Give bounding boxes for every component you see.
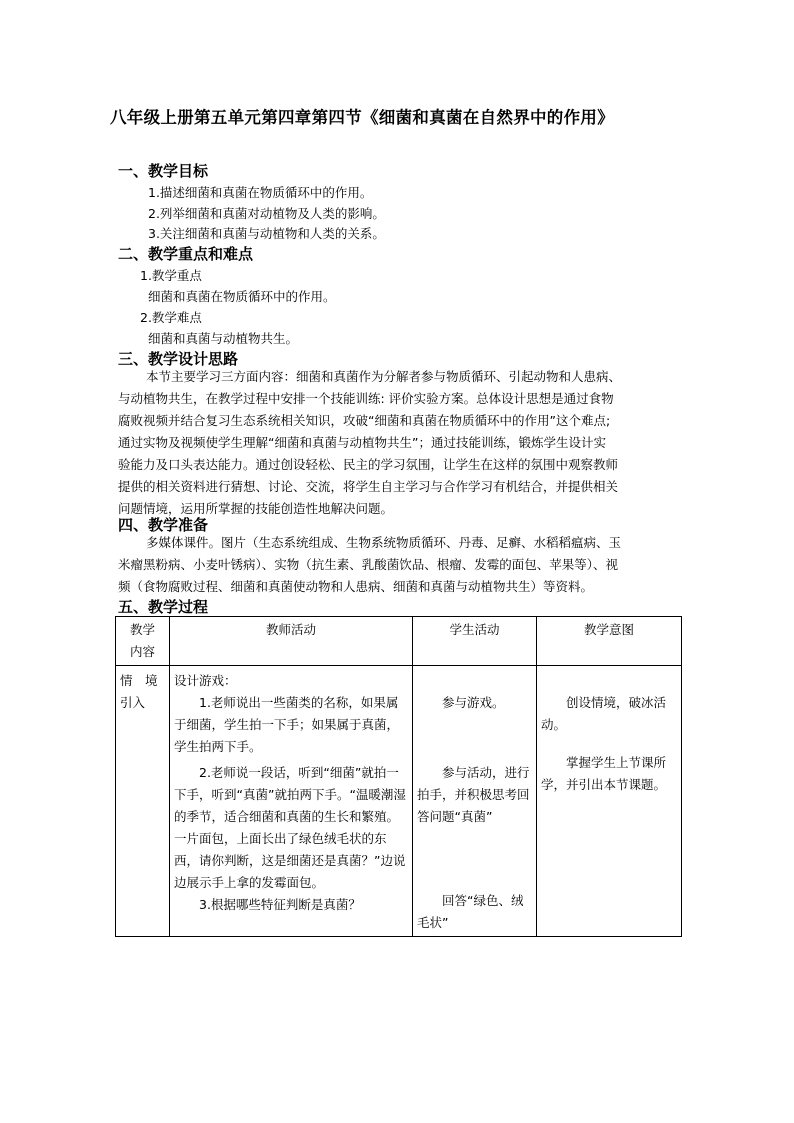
teacher-step: 1.老师说出一些菌类的名称，如果属于细菌，学生拍一下手；如果属于真菌，学生拍两下手。 [174, 695, 400, 754]
row-content-cell: 情 境引入 [116, 666, 170, 937]
paragraph-line: 通过实物及视频使学生理解“细菌和真菌与动植物共生”；通过技能训练，锻炼学生设计实 [118, 435, 606, 450]
section-heading-key-points: 二、教学重点和难点 [118, 245, 254, 263]
paragraph-line: 多媒体课件。图片（生态系统组成、生物系统物质循环、丹毒、足癣、水稻稻瘟病、玉 [146, 535, 622, 550]
table-row [116, 666, 682, 937]
key-point-text: 细菌和真菌在物质循环中的作用。 [148, 289, 336, 304]
objective-item: 2.列举细菌和真菌对动植物及人类的影响。 [148, 206, 385, 221]
paragraph-line: 验能力及口头表达能力。通过创设轻松、民主的学习氛围，让学生在这样的氛围中观察教师 [118, 457, 619, 472]
design-paragraph [118, 366, 678, 520]
paragraph-line: 与动植物共生，在教学过程中安排一个技能训练: 评价实验方案。总体设计思想是通过食物 [118, 391, 614, 406]
header-content-line: 教学 [129, 622, 155, 637]
row-teacher-cell [170, 666, 413, 937]
row-student-cell [413, 666, 537, 937]
document-title: 八年级上册第五单元第四章第四节《细菌和真菌在自然界中的作用》 [110, 108, 614, 127]
section-heading-objectives: 一、教学目标 [118, 162, 209, 180]
paragraph-line: 问题情境，运用所掌握的技能创造性地解决问题。 [118, 501, 394, 516]
row-intent-cell [537, 666, 682, 937]
paragraph-line: 腐败视频并结合复习生态系统相关知识，攻破“细菌和真菌在物质循环中的作用”这个难点; [118, 413, 611, 428]
paragraph-line: 提供的相关资料进行猜想、讨论、交流，将学生自主学习与合作学习有机结合，并提供相关 [118, 479, 619, 494]
intent-step: 掌握学生上节课所学，并引出本节课题。 [541, 755, 667, 792]
difficulty-text: 细菌和真菌与动植物共生。 [148, 331, 299, 346]
header-content-line: 内容 [129, 644, 155, 659]
header-teacher: 教师活动 [170, 617, 413, 666]
section-heading-preparation: 四、教学准备 [118, 516, 209, 534]
table-header-row [116, 617, 682, 666]
paragraph-line: 频（食物腐败过程、细菌和真菌使动物和人患病、细菌和真菌与动植物共生）等资料。 [118, 579, 594, 594]
objective-item: 3.关注细菌和真菌与动植物和人类的关系。 [148, 226, 385, 241]
student-step: 参与游戏。 [442, 695, 505, 710]
teacher-step: 2.老师说一段话，听到“细菌”就拍一下手，听到“真菌”就拍两下手。“温暖潮湿的季节，适合细菌和真菌的生长和繁殖。一片面包，上面长出了绿色绒毛状的东西，请你判断，这是细菌还是真菌？”边说边展示手上拿的发霉面包。 [174, 765, 406, 890]
header-student: 学生活动 [413, 617, 537, 666]
student-step: 回答“绿色、绒毛状” [417, 893, 524, 930]
teacher-intro: 设计游戏： [174, 673, 237, 688]
header-content [116, 617, 170, 666]
intent-step: 创设情境，破冰活动。 [541, 695, 667, 732]
paragraph-line: 本节主要学习三方面内容：细菌和真菌作为分解者参与物质循环、引起动物和人患病、 [146, 369, 622, 384]
teaching-process-table [115, 616, 682, 937]
objective-item: 1.描述细菌和真菌在物质循环中的作用。 [148, 185, 373, 200]
header-intent: 教学意图 [537, 617, 682, 666]
difficulty-label: 2.教学难点 [140, 310, 202, 325]
key-point-label: 1.教学重点 [140, 268, 202, 283]
teacher-step: 3.根据哪些特征判断是真菌？ [199, 897, 361, 912]
paragraph-line: 米瘤黑粉病、小麦叶锈病）、实物（抗生素、乳酸菌饮品、根瘤、发霉的面包、苹果等）、视 [118, 557, 619, 572]
section-heading-process: 五、教学过程 [118, 598, 209, 616]
preparation-paragraph [118, 532, 678, 598]
student-step: 参与活动，进行拍手，并积极思考回答问题“真菌” [417, 765, 530, 824]
section-heading-design: 三、教学设计思路 [118, 350, 239, 368]
